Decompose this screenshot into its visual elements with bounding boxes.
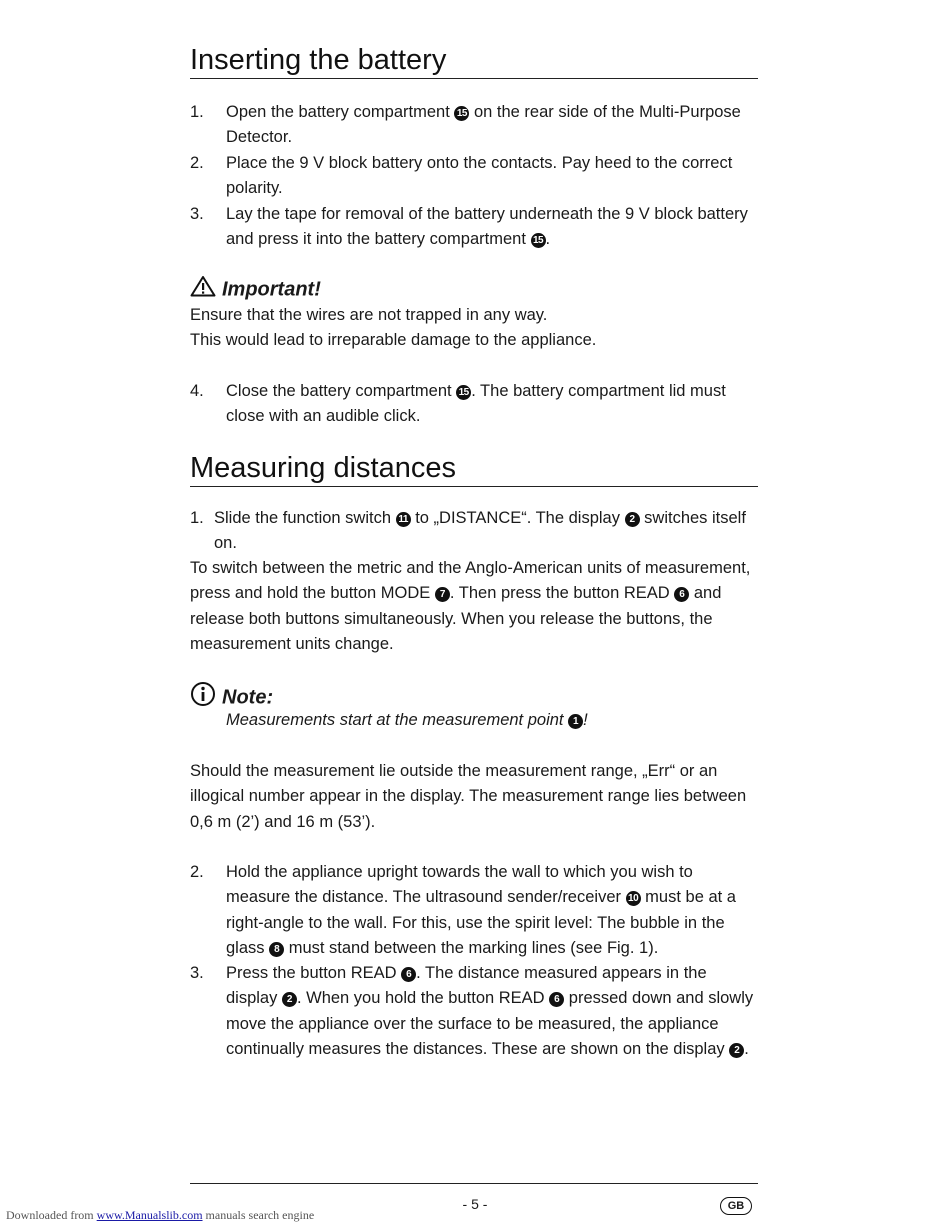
- list-item-text: Place the 9 V block battery onto the contacts. Pay heed to the correct polarity.: [226, 154, 733, 198]
- callout-number-badge: 15: [531, 233, 546, 248]
- callout-number-badge: 7: [435, 587, 450, 602]
- country-badge: GB: [720, 1197, 752, 1215]
- units-paragraph: To switch between the metric and the Anglo-American units of measurement, press and hold the button MODE 7 . Then press the button READ 6 and release both buttons simultaneously. When you release the buttons, the measurement units change.: [190, 559, 751, 653]
- important-heading: Important!: [190, 275, 321, 304]
- download-notice: Downloaded from www.Manualslib.com manuals search engine: [6, 1208, 315, 1222]
- important-text-2: This would lead to irreparable damage to the appliance.: [190, 331, 597, 349]
- callout-number-badge: 6: [674, 587, 689, 602]
- note-heading: Note:: [190, 681, 273, 714]
- callout-number-badge: 6: [401, 967, 416, 982]
- list-item-text: Press the button READ 6 . The distance measured appears in the display 2 . When you hold the button READ 6 pressed down and slowly move the appliance over the surface to be measured, the appliance continually measures the distances. These are shown on the display 2 .: [226, 964, 754, 1058]
- note-text: Measurements start at the measurement point 1 !: [226, 711, 588, 729]
- list-item-text: Slide the function switch 11 to „DISTANCE“. The display 2 switches itself on.: [214, 509, 746, 553]
- info-circle-icon: [190, 681, 216, 714]
- callout-number-badge: 2: [729, 1043, 744, 1058]
- list-item-text: Close the battery compartment 15 . The battery compartment lid must close with an audible click.: [226, 382, 726, 426]
- section-title-distances: Measuring distances: [190, 451, 758, 487]
- callout-number-badge: 6: [549, 992, 564, 1007]
- callout-number-badge: 2: [625, 512, 640, 527]
- warning-triangle-icon: [190, 275, 216, 304]
- callout-number-badge: 1: [568, 714, 583, 729]
- list-item-text: Open the battery compartment 15 on the rear side of the Multi-Purpose Detector.: [226, 103, 741, 147]
- section-title-battery: Inserting the battery: [190, 43, 758, 79]
- callout-number-badge: 8: [269, 942, 284, 957]
- list-item-text: Lay the tape for removal of the battery underneath the 9 V block battery and press it into the battery compartment 15 .: [226, 205, 748, 249]
- manualslib-link[interactable]: www.Manualslib.com: [96, 1208, 203, 1222]
- callout-number-badge: 2: [282, 992, 297, 1007]
- callout-number-badge: 15: [454, 106, 469, 121]
- callout-number-badge: 11: [396, 512, 411, 527]
- callout-number-badge: 10: [626, 891, 641, 906]
- footer-divider: [190, 1183, 758, 1184]
- callout-number-badge: 15: [456, 385, 471, 400]
- list-item-text: Hold the appliance upright towards the wall to which you wish to measure the distance. The ultrasound sender/receiver 10 must be at a right-angle to the wall. For this, use the spirit level: The bubble in the glass 8 must stand between the marking lines (see Fig. 1).: [226, 863, 736, 957]
- page-number: - 5 -: [462, 1196, 488, 1212]
- important-text-1: Ensure that the wires are not trapped in any way.: [190, 306, 548, 324]
- range-paragraph: Should the measurement lie outside the measurement range, „Err“ or an illogical number appear in the display. The measurement range lies between 0,6 m (2’) and 16 m (53’).: [190, 762, 747, 831]
